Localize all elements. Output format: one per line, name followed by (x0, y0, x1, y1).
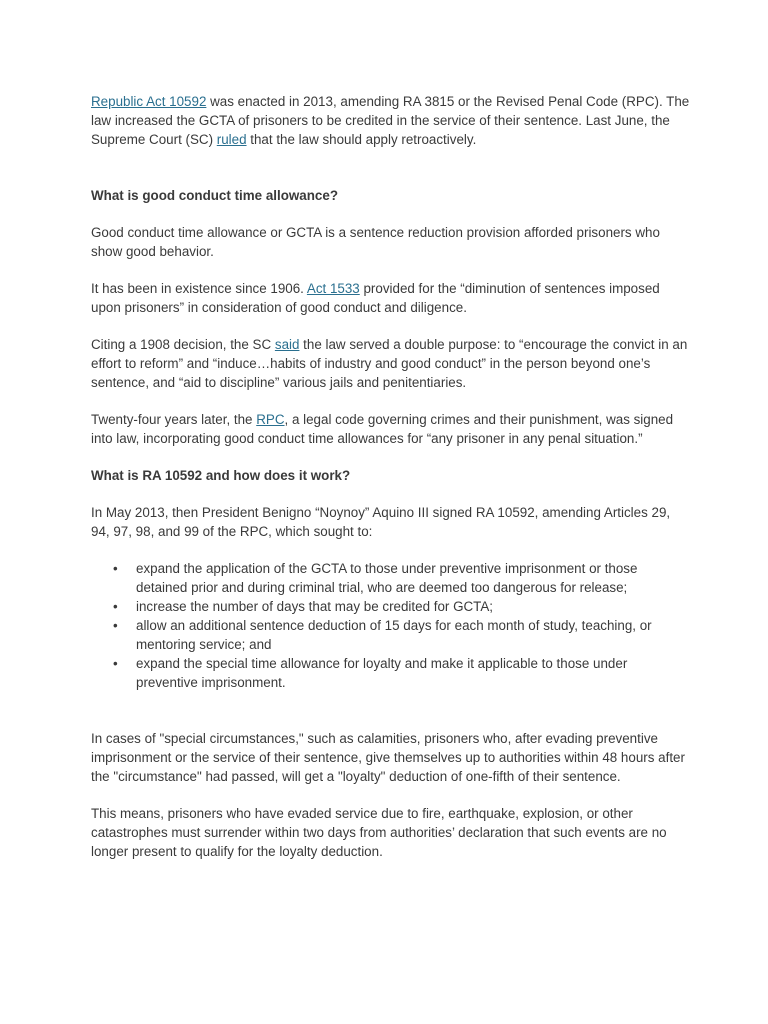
intro-paragraph (91, 92, 691, 149)
history-text-b: provided for the “diminution of sentences imposed upon prisoners” in consideration of good conduct and diligence. (91, 281, 660, 315)
act-1533-link[interactable]: Act 1533 (306, 281, 360, 296)
list-item (91, 559, 691, 597)
list-item-text: increase the number of days that may be credited for GCTA; (136, 599, 494, 614)
list-item (91, 616, 691, 654)
loyalty-deduction-paragraph: This means, prisoners who have evaded service due to fire, earthquake, explosion, or other catastrophes must surrender within two days from authorities’ declaration that such events are no longer present to qualify for the loyalty deduction. (91, 806, 667, 859)
list-item-text: expand the application of the GCTA to those under preventive imprisonment or those detained prior and during criminal trial, who are deemed too dangerous for release; (136, 561, 638, 595)
sc-text-b: the law served a double purpose: to “encourage the convict in an effort to reform” and “induce…habits of industry and good conduct” in the person beyond one’s sentence, and “aid to discipline” various jails and penitentiaries. (91, 337, 688, 390)
sc-decision-paragraph (91, 335, 691, 392)
bullet-icon: • (113, 561, 118, 576)
ruled-link[interactable]: ruled (216, 132, 247, 147)
heading-ra-10592: What is RA 10592 and how does it work? (91, 468, 351, 483)
bullet-icon: • (113, 599, 118, 614)
bullet-icon: • (113, 656, 118, 671)
rpc-link[interactable]: RPC (256, 412, 285, 427)
intro-text-b: that the law should apply retroactively. (246, 132, 477, 147)
list-item-text: expand the special time allowance for loyalty and make it applicable to those under preventive imprisonment. (136, 656, 628, 690)
article-body (91, 92, 691, 861)
said-link[interactable]: said (274, 337, 300, 352)
republic-act-10592-link[interactable]: Republic Act 10592 (91, 94, 207, 109)
gcta-definition-paragraph: Good conduct time allowance or GCTA is a sentence reduction provision afforded prisoners who show good behavior. (91, 225, 660, 259)
list-item (91, 654, 691, 692)
history-paragraph (91, 279, 691, 317)
rpc-text-b: , a legal code governing crimes and their punishment, was signed into law, incorporating good conduct time allowances for “any prisoner in any penal situation.” (91, 412, 674, 446)
rpc-paragraph (91, 410, 691, 448)
history-text-a: It has been in existence since 1906. (91, 281, 307, 296)
sc-text-a: Citing a 1908 decision, the SC (91, 337, 275, 352)
list-item (91, 597, 691, 616)
amendments-list (91, 559, 691, 692)
list-item-text: allow an additional sentence deduction of 15 days for each month of study, teaching, or mentoring service; and (136, 618, 652, 652)
heading-good-conduct: What is good conduct time allowance? (91, 188, 339, 203)
special-circumstances-paragraph: In cases of "special circumstances," such as calamities, prisoners who, after evading preventive imprisonment or the service of their sentence, give themselves up to authorities within 48 hours after the "circumstance" had passed, will get a "loyalty" deduction of one-fifth of their sentence. (91, 731, 685, 784)
bullet-icon: • (113, 618, 118, 633)
ra-10592-paragraph: In May 2013, then President Benigno “Noynoy” Aquino III signed RA 10592, amending Articles 29, 94, 97, 98, and 99 of the RPC, which sought to: (91, 505, 671, 539)
intro-text-a: was enacted in 2013, amending RA 3815 or the Revised Penal Code (RPC). The law increased the GCTA of prisoners to be credited in the service of their sentence. Last June, the Supreme Court (SC) (91, 94, 690, 147)
rpc-text-a: Twenty-four years later, the (91, 412, 257, 427)
